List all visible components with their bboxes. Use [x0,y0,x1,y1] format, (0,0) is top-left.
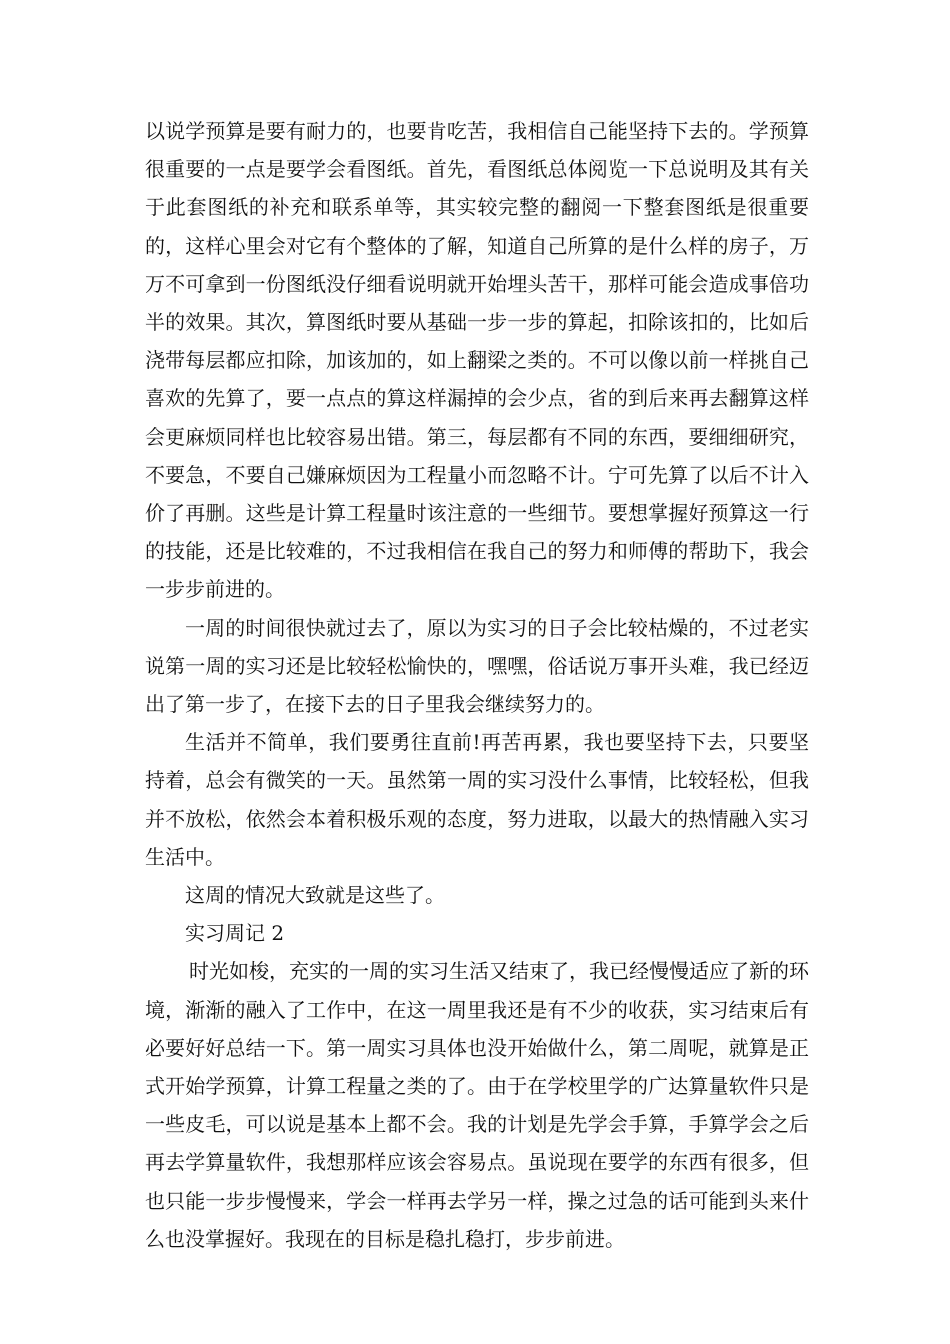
section-heading: 实习周记 2 [185,921,285,946]
paragraph: 一周的时间很快就过去了，原以为实习的日子会比较枯燥的，不过老实说第一周的实习还是比较轻松愉快的，嘿嘿，俗话说万事开头难，我已经迈出了第一步了，在接下去的日子里我会继续努力的。 [145,615,809,717]
paragraph: 生活并不简单，我们要勇往直前!再苦再累，我也要坚持下去，只要坚持着，总会有微笑的一天。虽然第一周的实习没什么事情，比较轻松，但我并不放松，依然会本着积极乐观的态度，努力进取，以最大的热情融入实习生活中。 [145,730,809,869]
document-body [145,112,809,1258]
paragraph-continued: 以说学预算是要有耐力的，也要肯吃苦，我相信自己能坚持下去的。学预算很重要的一点是要学会看图纸。首先，看图纸总体阅览一下总说明及其有关于此套图纸的补充和联系单等，其实较完整的翻阅一下整套图纸是很重要的，这样心里会对它有个整体的了解，知道自己所算的是什么样的房子，万万不可拿到一份图纸没仔细看说明就开始埋头苦干，那样可能会造成事倍功半的效果。其次，算图纸时要从基础一步一步的算起，扣除该扣的，比如后浇带每层都应扣除，加该加的，如上翻梁之类的。不可以像以前一样挑自己喜欢的先算了，要一点点的算这样漏掉的会少点，省的到后来再去翻算这样会更麻烦同样也比较容易出错。第三，每层都有不同的东西，要细细研究，不要急，不要自己嫌麻烦因为工程量小而忽略不计。宁可先算了以后不计入价了再删。这些是计算工程量时该注意的一些细节。要想掌握好预算这一行的技能，还是比较难的，不过我相信在我自己的努力和师傅的帮助下，我会一步步前进的。 [145,119,809,602]
paragraph: 这周的情况大致就是这些了。 [185,883,445,908]
paragraph: 时光如梭，充实的一周的实习生活又结束了，我已经慢慢适应了新的环境，渐渐的融入了工作中，在这一周里我还是有不少的收获，实习结束后有必要好好总结一下。第一周实习具体也没开始做什么，第二周呢，就算是正式开始学预算，计算工程量之类的了。由于在学校里学的广达算量软件只是一些皮毛，可以说是基本上都不会。我的计划是先学会手算，手算学会之后再去学算量软件，我想那样应该会容易点。虽说现在要学的东西有很多，但也只能一步步慢慢来，学会一样再去学另一样，操之过急的话可能到头来什么也没掌握好。我现在的目标是稳扎稳打，步步前进。 [145,959,809,1251]
